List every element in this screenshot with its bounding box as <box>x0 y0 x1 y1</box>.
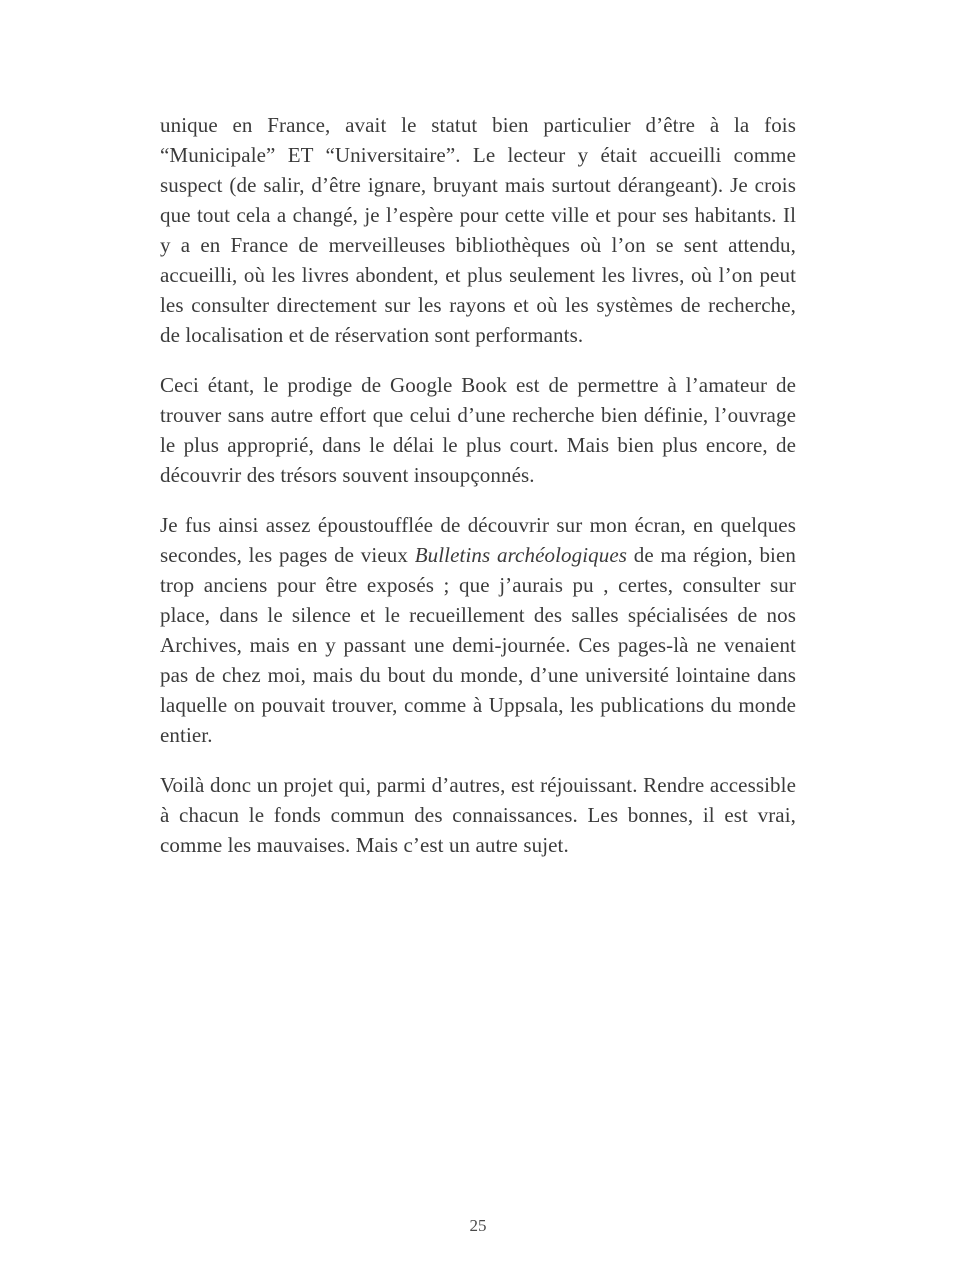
page-number: 25 <box>469 1216 487 1235</box>
italic-journal-title: Bulletins archéologiques <box>414 543 628 567</box>
paragraph-3-text-before: Je fus ainsi assez époustoufflée de découvrir sur mon écran, en quelques secondes, les pages de vieux <box>160 513 796 567</box>
paragraph-3 <box>160 510 796 750</box>
paragraph-2: Ceci étant, le prodige de Google Book est de permettre à l’amateur de trouver sans autre effort que celui d’une recherche bien définie, l’ouvrage le plus approprié, dans le délai le plus court. Mais bien plus encore, de découvrir des trésors souvent insoupçonnés. <box>160 373 796 487</box>
paragraph-4: Voilà donc un projet qui, parmi d’autres, est réjouissant. Rendre accessible à chacun le fonds commun des connaissances. Les bonnes, il est vrai, comme les mauvaises. Mais c’est un autre sujet. <box>160 773 796 857</box>
text-block <box>160 110 796 880</box>
paragraph-3-text-after: de ma région, bien trop anciens pour être exposés ; que j’aurais pu , certes, consulter sur place, dans le silence et le recueillement des salles spécialisées de nos Archives, mais en y passant une demi-journée. Ces pages-là ne venaient pas de chez moi, mais du bout du monde, d’une université lointaine dans laquelle on pouvait trouver, comme à Uppsala, les publications du monde entier. <box>160 543 796 747</box>
paragraph-1: unique en France, avait le statut bien particulier d’être à la fois “Municipale” ET “Universitaire”. Le lecteur y était accueilli comme suspect (de salir, d’être ignare, bruyant mais surtout dérangeant). Je crois que tout cela a changé, je l’espère pour cette ville et pour ses habitants. Il y a en France de merveilleuses bibliothèques où l’on se sent attendu, accueilli, où les livres abondent, et plus seulement les livres, où l’on peut les consulter directement sur les rayons et où les systèmes de recherche, de localisation et de réservation sont performants. <box>160 113 796 347</box>
